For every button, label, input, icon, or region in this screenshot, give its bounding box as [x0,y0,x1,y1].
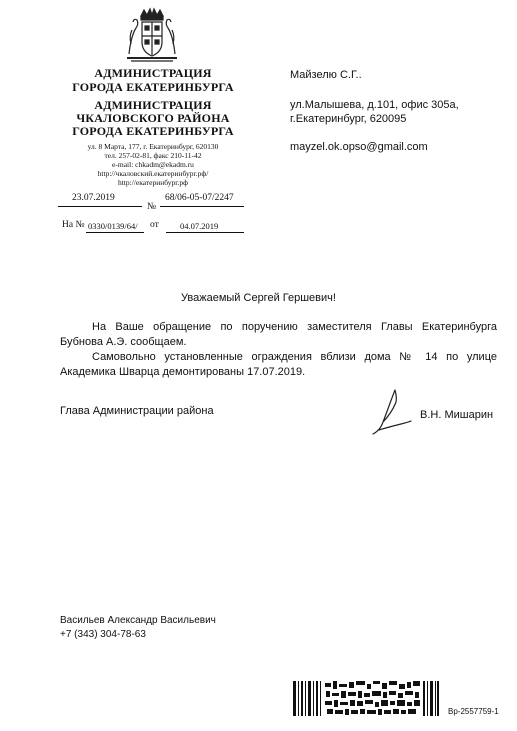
dept-name-line2: ЧКАЛОВСКОГО РАЙОНА [76,111,230,125]
letter-number: 68/06-05-07/2247 [165,193,234,203]
barcode-icon [293,681,439,716]
org-name-line1: АДМИНИСТРАЦИЯ [94,66,212,80]
recipient-address-line2: г.Екатеринбург, 620095 [290,113,407,125]
ref-number-underline [86,232,144,233]
date-underline [58,206,142,207]
recipient-email: mayzel.ok.opso@gmail.com [290,141,428,153]
number-underline [160,206,244,207]
letter-date: 23.07.2019 [72,193,115,203]
dept-name-line3: ГОРОДА ЕКАТЕРИНБУРГА [72,124,234,138]
paragraph-request: На Ваше обращение по поручению заместителя Главы Екатеринбурга Бубнова А.Э. сообщаем. [60,321,497,348]
document-id: Вр-2557759-1 [448,707,499,716]
number-label: № [147,202,157,212]
executor-name: Васильев Александр Васильевич [60,615,216,626]
ref-date: 04.07.2019 [180,221,219,231]
paragraph-result: Самовольно установленные ограждения вблизи дома № 14 по улице Академика Шварца демонтированы 17.07.2019. [60,351,497,378]
coat-of-arms-icon [123,6,181,64]
org-name-line2: ГОРОДА ЕКАТЕРИНБУРГА [72,80,234,94]
contact-website-city: http://екатеринбург.рф [117,178,189,187]
ref-number: 0330/0139/64/ [88,221,138,231]
ref-label: На № [62,220,85,230]
executor-phone: +7 (343) 304-78-63 [60,629,146,640]
signatory-name: В.Н. Мишарин [420,409,494,421]
ref-date-underline [166,232,244,233]
contact-phone: тел. 257-02-81, факс 210-11-42 [104,151,202,160]
ref-from-label: от [150,220,159,230]
handwritten-signature [365,388,415,436]
recipient-name: Майзелю С.Г.. [290,69,362,81]
signatory-role: Глава Администрации района [60,405,214,417]
contact-address: ул. 8 Марта, 177, г. Екатеринбург, 620130 [87,142,219,151]
dept-name-line1: АДМИНИСТРАЦИЯ [94,98,212,112]
contact-email: e-mail: chkadm@ekadm.ru [112,160,194,169]
contact-website-district: http://чкаловский.екатеринбург.рф/ [97,169,209,178]
greeting: Уважаемый Сергей Гершевич! [181,292,336,304]
recipient-address-line1: ул.Малышева, д.101, офис 305а, [290,99,459,111]
